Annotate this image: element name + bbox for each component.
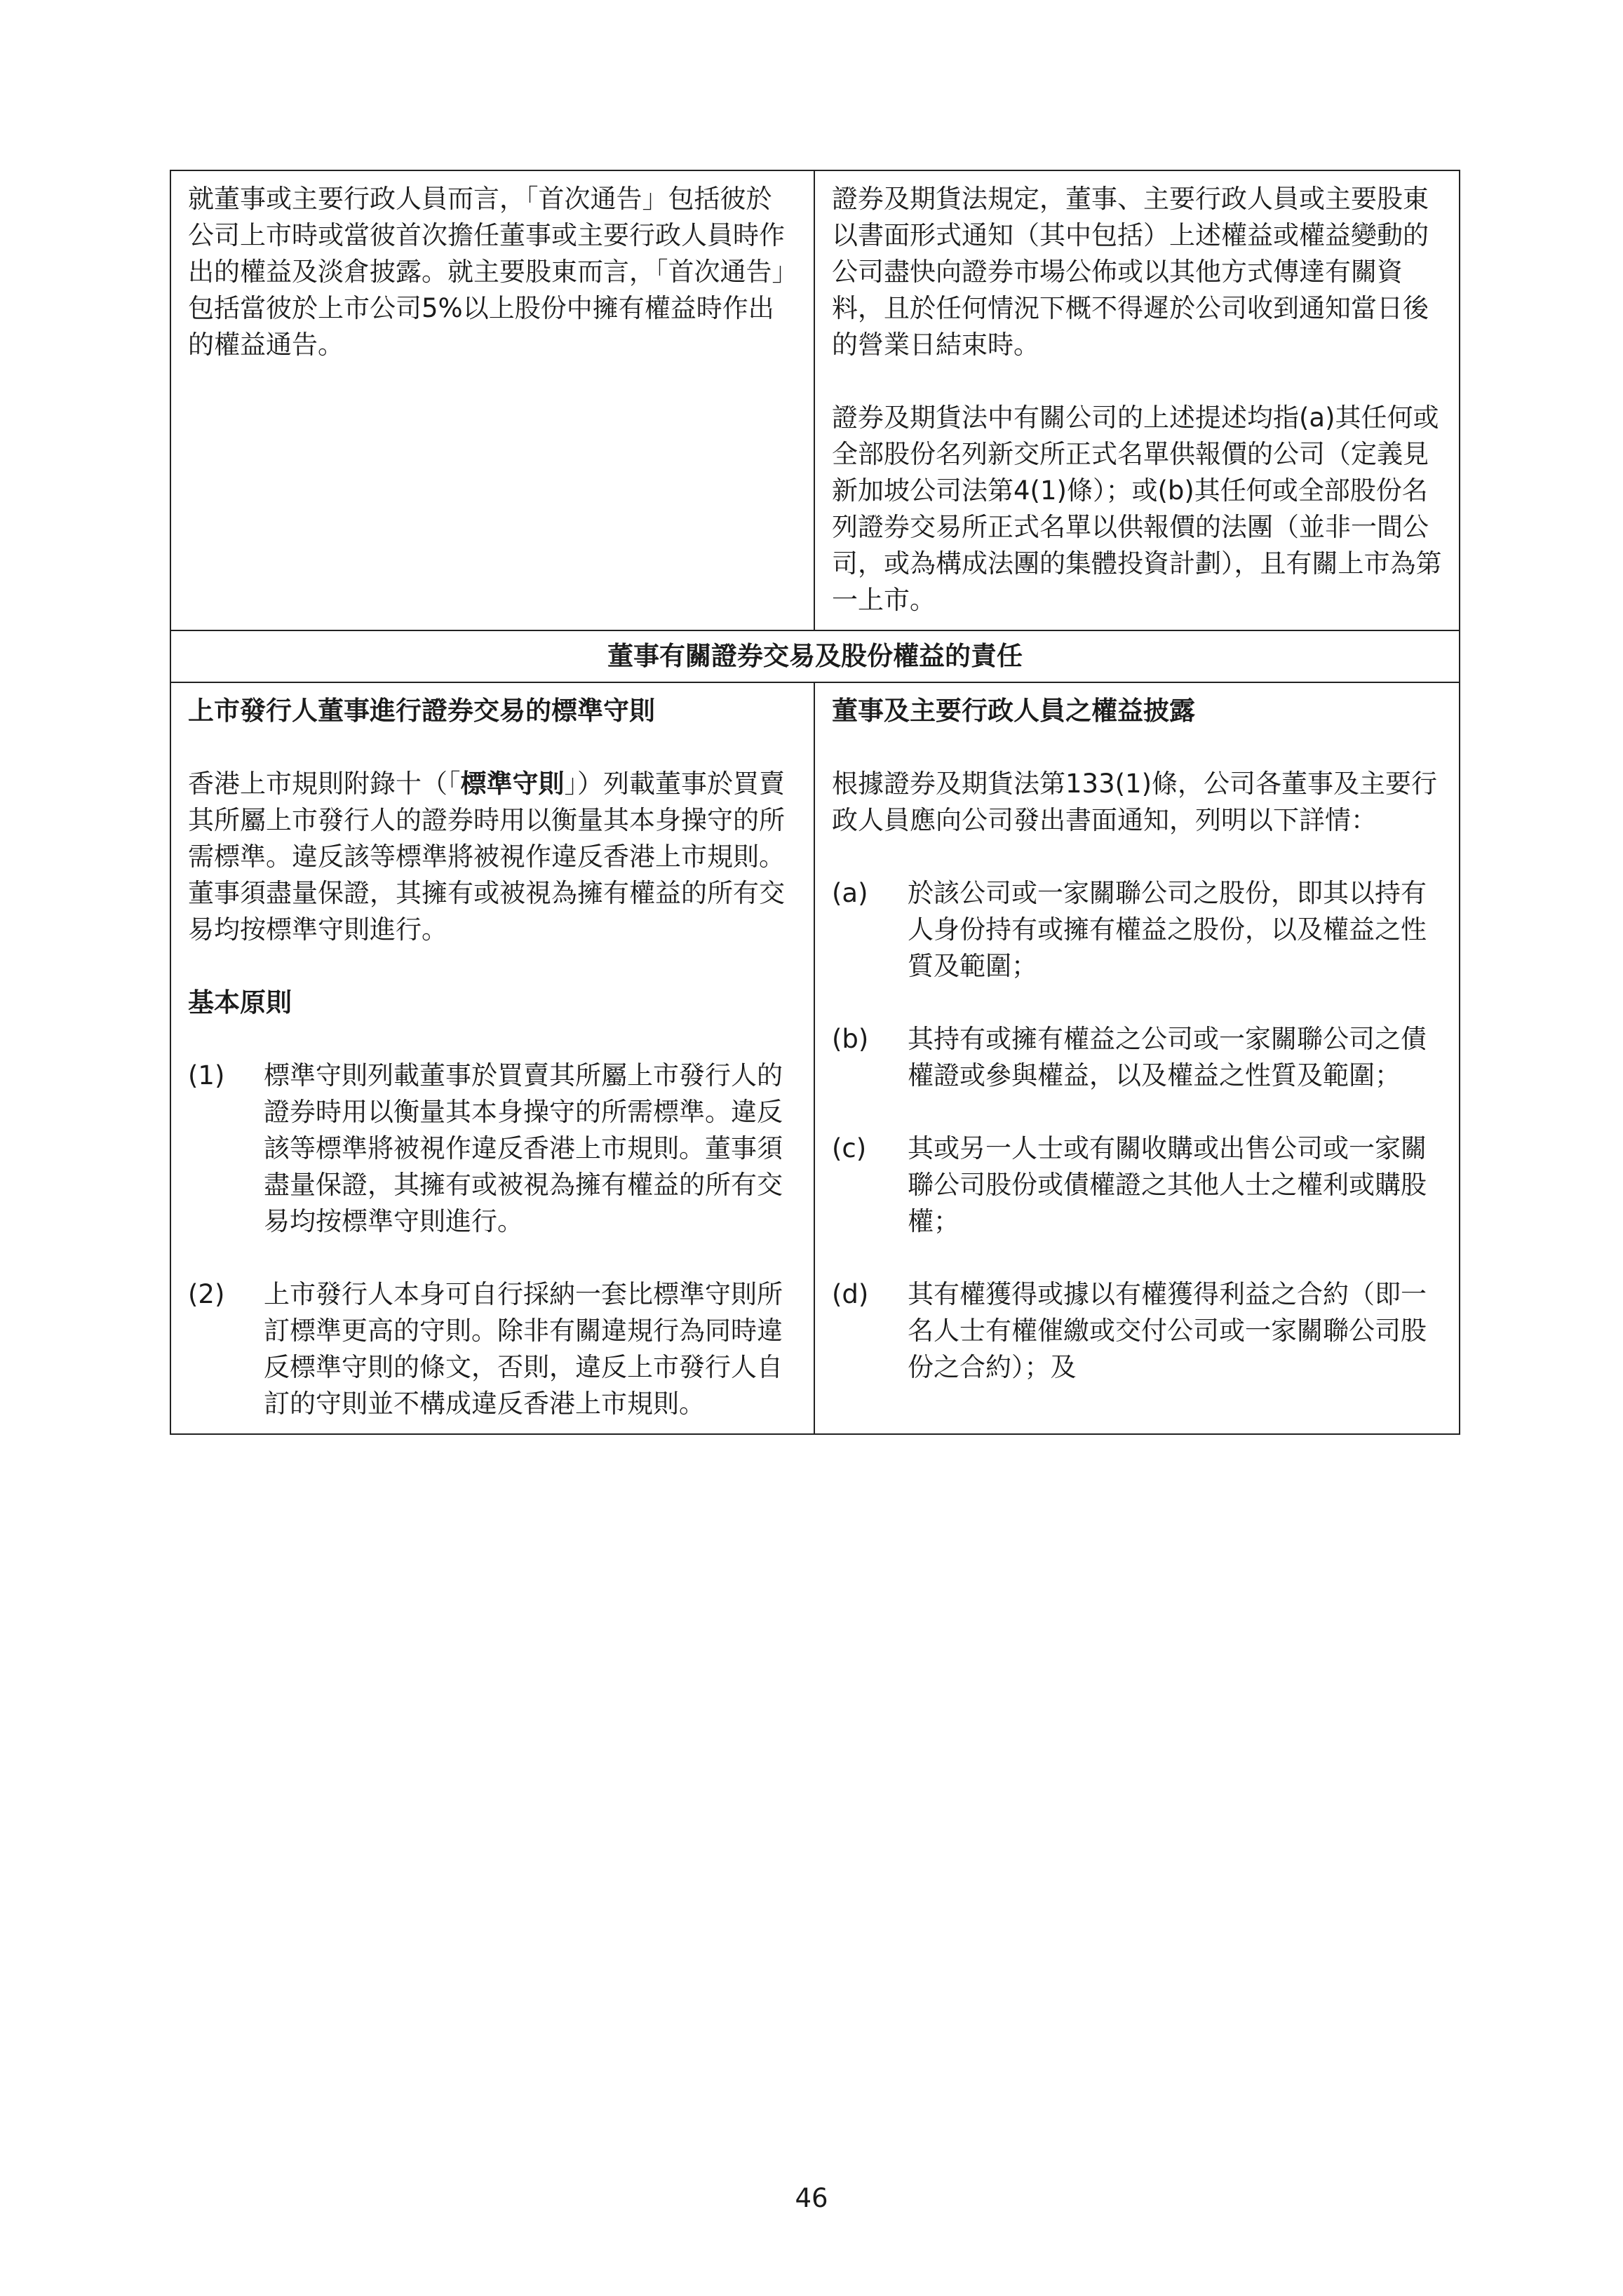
table-row-obligations	[170, 682, 1460, 1434]
list-item-label: (a)	[832, 878, 868, 908]
cell-interest-disclosure	[814, 682, 1460, 1434]
list-item-text: 其有權獲得或據以有權獲得利益之合約（即一名人士有權催繳或交付公司或一家關聯公司股份之合約）；及	[908, 1279, 1427, 1382]
list-item-text: 其持有或擁有權益之公司或一家關聯公司之債權證或參與權益，以及權益之性質及範圍；	[908, 1024, 1427, 1090]
list-item-text: 其或另一人士或有關收購或出售公司或一家關聯公司股份或債權證之其他人士之權利或購股權；	[908, 1133, 1427, 1236]
cell-model-code	[170, 682, 814, 1434]
sfa-notification-paragraph: 證券及期貨法規定，董事、主要行政人員或主要股東以書面形式通知（其中包括）上述權益或權益變動的公司盡快向證券市場公佈或以其他方式傳達有關資料，且於任何情況下概不得遲於公司收到通知當日後的營業日結束時。	[832, 184, 1429, 360]
list-item	[832, 875, 1442, 985]
basic-principles-heading: 基本原則	[188, 987, 292, 1018]
list-item-text: 標準守則列載董事於買賣其所屬上市發行人的證券時用以衡量其本身操守的所需標準。違反該等標準將被視作違反香港上市規則。董事須盡量保證，其擁有或被視為擁有權益的所有交易均按標準守則進行。	[264, 1060, 783, 1236]
list-item-label: (2)	[188, 1279, 225, 1309]
list-item	[832, 1276, 1442, 1386]
list-item-label: (1)	[188, 1060, 225, 1090]
list-item	[832, 1021, 1442, 1094]
list-item	[832, 1130, 1442, 1240]
model-code-intro-end: 」）列載董事於買賣其所屬上市發行人的證券時用以衡量其本身操守的所需標準。違反該等標準將被視作違反香港上市規則。董事須盡量保證，其擁有或被視為擁有權益的所有交易均按標準守則進行。	[188, 769, 785, 945]
content-table	[170, 170, 1460, 1435]
interest-disclosure-intro: 根據證券及期貨法第133(1)條，公司各董事及主要行政人員應向公司發出書面通知，列明以下詳情：	[832, 769, 1438, 835]
list-item-label: (c)	[832, 1133, 867, 1163]
list-item-label: (d)	[832, 1279, 869, 1309]
cell-first-notice-definition	[170, 170, 814, 630]
list-item-label: (b)	[832, 1024, 869, 1054]
model-code-intro	[188, 766, 797, 948]
list-item-text: 於該公司或一家關聯公司之股份，即其以持有人身份持有或擁有權益之股份，以及權益之性質及範圍；	[908, 878, 1427, 981]
first-notice-paragraph: 就董事或主要行政人員而言，「首次通告」包括彼於公司上市時或當彼首次擔任董事或主要行政人員時作出的權益及淡倉披露。就主要股東而言，「首次通告」包括當彼於上市公司5%以上股份中擁有權益時作出的權益通告。	[188, 184, 785, 360]
list-item-text: 上市發行人本身可自行採納一套比標準守則所訂標準更高的守則。除非有關違規行為同時違反標準守則的條文，否則，違反上市發行人自訂的守則並不構成違反香港上市規則。	[264, 1279, 783, 1419]
cell-sfa-requirements	[814, 170, 1460, 630]
page-number: 46	[795, 2183, 828, 2213]
model-code-intro-start: 香港上市規則附錄十（「	[188, 769, 461, 799]
sfa-company-reference-paragraph: 證券及期貨法中有關公司的上述提述均指(a)其任何或全部股份名列新交所正式名單供報價的公司（定義見新加坡公司法第4(1)條）；或(b)其任何或全部股份名列證券交易所正式名單以供報價的法團（並非一間公司，或為構成法團的集體投資計劃），且有關上市為第一上市。	[832, 403, 1442, 615]
list-item	[188, 1058, 797, 1240]
model-code-heading: 上市發行人董事進行證券交易的標準守則	[188, 696, 655, 726]
table-row-first-notice	[170, 170, 1460, 630]
list-item	[188, 1276, 797, 1422]
table-row-section-header	[170, 630, 1460, 682]
interest-disclosure-heading: 董事及主要行政人員之權益披露	[832, 696, 1195, 726]
section-header: 董事有關證券交易及股份權益的責任	[170, 630, 1460, 682]
model-code-term: 標準守則	[460, 769, 565, 799]
